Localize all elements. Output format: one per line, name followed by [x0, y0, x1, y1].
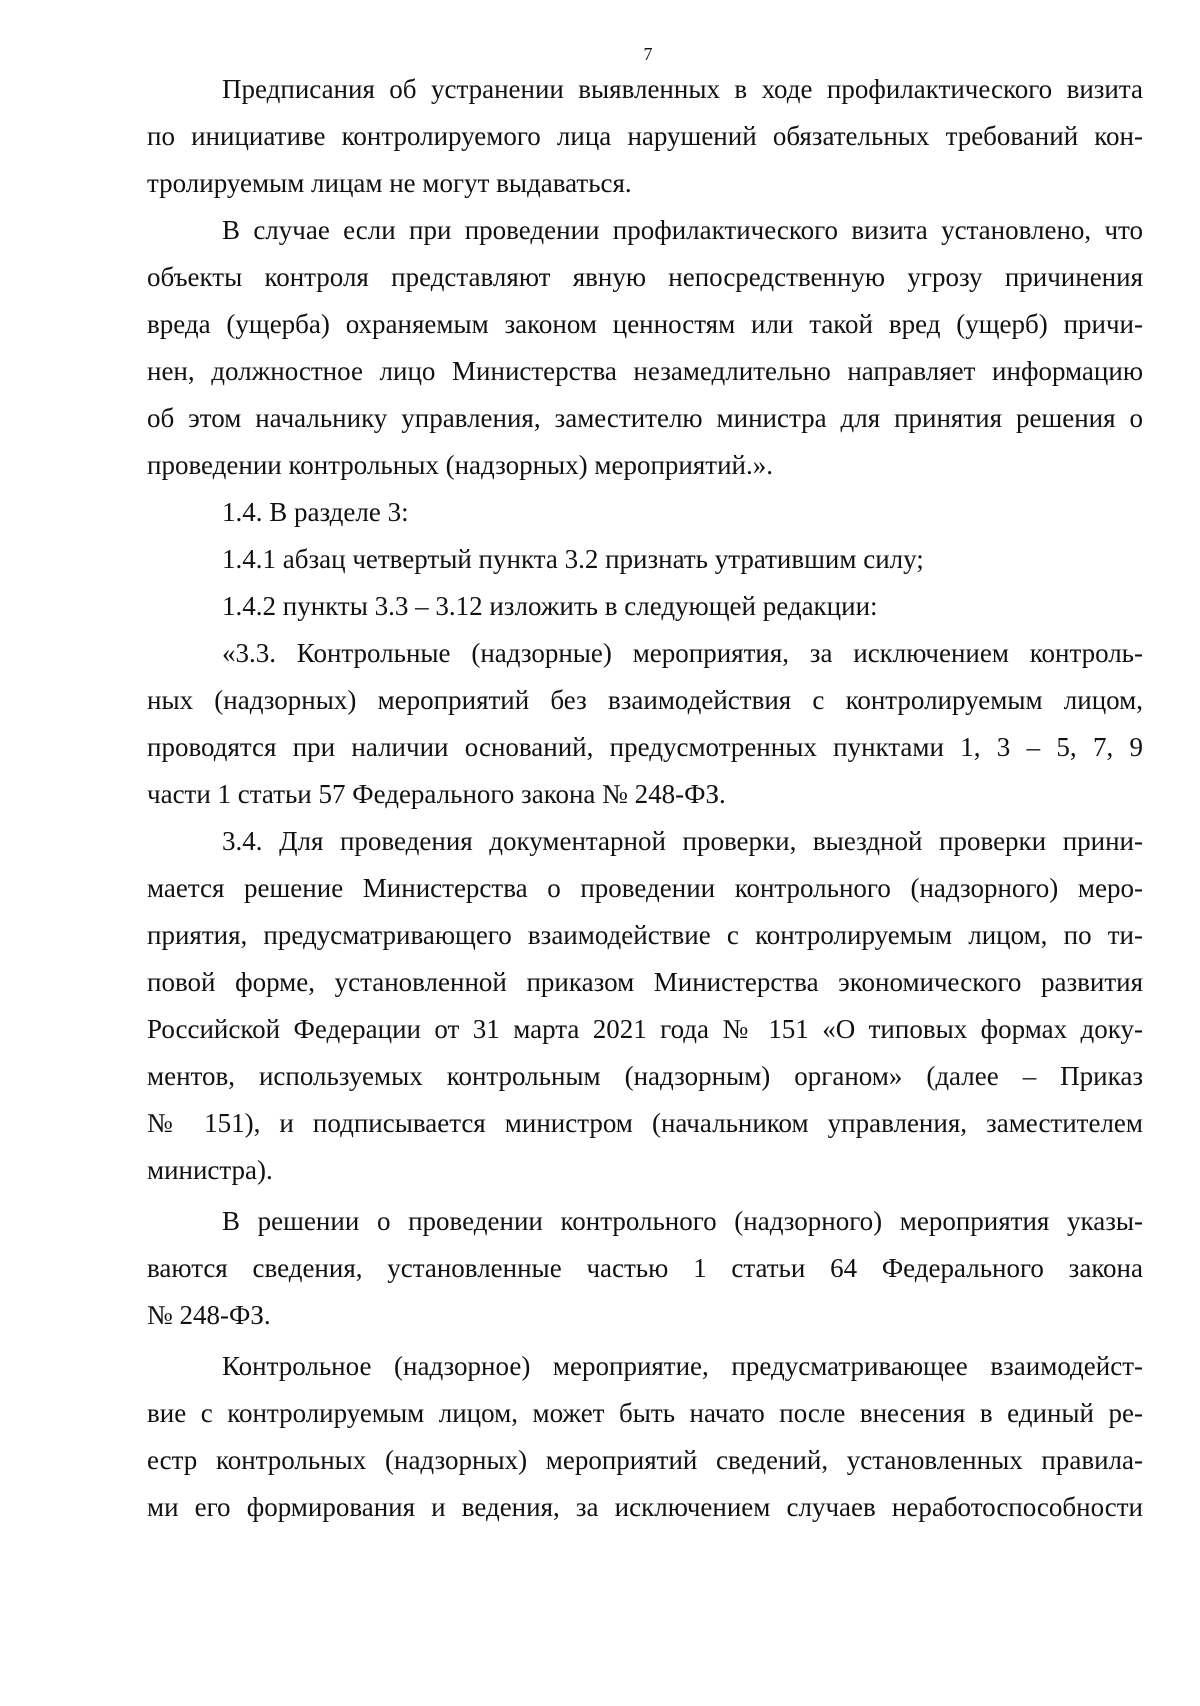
- text-line: Российской Федерации от 31 марта 2021 года № 151 «О типовых формах доку-: [147, 1014, 1143, 1044]
- text-line: министра).: [147, 1155, 273, 1185]
- text-line: 3.4. Для проведения документарной проверки, выездной проверки прини-: [222, 826, 1143, 856]
- text-line: 1.4.2 пункты 3.3 – 3.12 изложить в следующей редакции:: [222, 591, 878, 621]
- text-line: повой форме, установленной приказом Министерства экономического развития: [147, 967, 1143, 997]
- text-line: ваются сведения, установленные частью 1 статьи 64 Федерального закона: [147, 1253, 1143, 1283]
- text-line: В решении о проведении контрольного (надзорного) мероприятия указы-: [222, 1206, 1143, 1236]
- text-line: проведении контрольных (надзорных) мероприятий.».: [147, 450, 773, 480]
- text-line: 1.4.1 абзац четвертый пункта 3.2 признать утратившим силу;: [222, 544, 924, 574]
- text-line: ных (надзорных) мероприятий без взаимодействия с контролируемым лицом,: [147, 685, 1143, 715]
- text-line: № 151), и подписывается министром (начальником управления, заместителем: [147, 1108, 1143, 1138]
- text-line: по инициативе контролируемого лица нарушений обязательных требований кон-: [147, 121, 1143, 151]
- text-line: вреда (ущерба) охраняемым законом ценностям или такой вред (ущерб) причи-: [147, 309, 1143, 339]
- text-line: приятия, предусматривающего взаимодействие с контролируемым лицом, по ти-: [147, 920, 1143, 950]
- text-line: об этом начальнику управления, заместителю министра для принятия решения о: [147, 403, 1143, 433]
- text-line: Контрольное (надзорное) мероприятие, предусматривающее взаимодейст-: [222, 1351, 1143, 1381]
- text-line: ми его формирования и ведения, за исключением случаев неработоспособности: [147, 1492, 1143, 1522]
- text-line: части 1 статьи 57 Федерального закона № 248-ФЗ.: [147, 779, 726, 809]
- text-line: нен, должностное лицо Министерства незамедлительно направляет информацию: [147, 356, 1143, 386]
- text-line: В случае если при проведении профилактического визита установлено, что: [222, 215, 1143, 245]
- text-line: объекты контроля представляют явную непосредственную угрозу причинения: [147, 262, 1143, 292]
- text-line: мается решение Министерства о проведении контрольного (надзорного) меро-: [147, 873, 1143, 903]
- document-body: [147, 66, 1143, 1531]
- text-line: «3.3. Контрольные (надзорные) мероприятия, за исключением контроль-: [222, 638, 1143, 668]
- text-line: вие с контролируемым лицом, может быть начато после внесения в единый ре-: [147, 1398, 1143, 1428]
- text-line: Предписания об устранении выявленных в ходе профилактического визита: [222, 74, 1143, 104]
- page-number: 7: [643, 44, 653, 64]
- text-line: ментов, используемых контрольным (надзорным) органом» (далее – Приказ: [147, 1061, 1143, 1091]
- text-line: естр контрольных (надзорных) мероприятий сведений, установленных правила-: [147, 1445, 1143, 1475]
- text-line: № 248-ФЗ.: [147, 1300, 271, 1330]
- text-line: тролируемым лицам не могут выдаваться.: [147, 168, 632, 198]
- text-line: 1.4. В разделе 3:: [222, 497, 409, 527]
- text-line: проводятся при наличии оснований, предусмотренных пунктами 1, 3 – 5, 7, 9: [147, 732, 1143, 762]
